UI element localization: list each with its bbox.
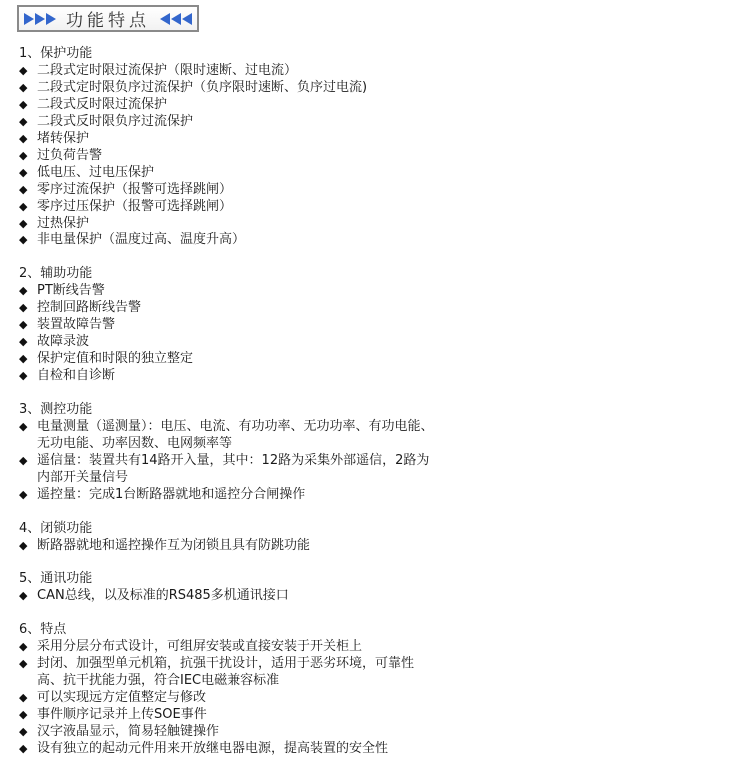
list-item-text: 过负荷告警	[37, 147, 103, 163]
list-item-text: 断路器就地和遥控操作互为闭锁且具有防跳功能	[37, 537, 311, 553]
list-item-text: 控制回路断线告警	[37, 300, 142, 316]
list-item-text: 非电量保护（温度过高、温度升高）	[37, 232, 246, 248]
list-item	[19, 656, 439, 690]
feature-section	[19, 402, 439, 504]
diamond-bullet-icon: ◆	[19, 233, 28, 247]
diamond-bullet-icon: ◆	[19, 487, 28, 501]
list-item	[19, 351, 439, 368]
list-item-text: 零序过压保护（报警可选择跳闸）	[37, 198, 233, 214]
diamond-bullet-icon: ◆	[19, 419, 28, 433]
list-item-text: 电量测量（遥测量）：电压、电流、有功功率、无功功率、有功电能、无功电能、功率因数、电网频率等	[37, 418, 434, 451]
list-item	[19, 131, 439, 148]
diamond-bullet-icon: ◆	[19, 708, 28, 722]
feature-section	[19, 622, 439, 758]
list-item-text: 汉字液晶显示，简易轻触键操作	[37, 724, 220, 740]
diamond-bullet-icon: ◆	[19, 538, 28, 552]
diamond-bullet-icon: ◆	[19, 199, 28, 213]
list-item	[19, 232, 439, 249]
diamond-bullet-icon: ◆	[19, 301, 28, 315]
list-item-text: 遥信量：装置共有14路开入量，其中：12路为采集外部遥信，2路为内部开关量信号	[37, 452, 430, 485]
list-item-text: 保护定值和时限的独立整定	[37, 351, 194, 367]
section-heading: 1、保护功能	[19, 46, 93, 61]
list-item	[19, 317, 439, 334]
list-item-text: 设有独立的起动元件用来开放继电器电源，提高装置的安全性	[37, 741, 389, 756]
list-item-text: PT断线告警	[37, 283, 105, 299]
feature-section	[19, 46, 439, 249]
diamond-bullet-icon: ◆	[19, 63, 28, 77]
list-item-text: CAN总线，以及标准的RS485多机通讯接口	[37, 588, 289, 604]
list-item	[19, 538, 439, 555]
list-item	[19, 114, 439, 131]
feature-section	[19, 266, 439, 385]
list-item-text: 遥控量：完成1台断路器就地和遥控分合闸操作	[37, 486, 306, 502]
list-item-text: 低电压、过电压保护	[37, 164, 155, 180]
diamond-bullet-icon: ◆	[19, 165, 28, 179]
diamond-bullet-icon: ◆	[19, 318, 28, 332]
list-item	[19, 216, 439, 233]
section-heading: 4、闭锁功能	[19, 520, 93, 536]
list-item-text: 二段式定时限负序过流保护（负序限时速断、负序过电流)	[37, 79, 368, 95]
list-item	[19, 283, 439, 300]
list-item	[19, 419, 439, 453]
list-item	[19, 165, 439, 182]
section-heading: 5、通讯功能	[19, 571, 93, 587]
list-item-text: 堵转保护	[37, 130, 90, 146]
list-item-text: 二段式反时限过流保护	[37, 96, 168, 112]
list-item-text: 二段式反时限负序过流保护	[37, 113, 194, 129]
section-title: 功能特点	[66, 11, 150, 31]
feature-section	[19, 521, 439, 555]
diamond-bullet-icon: ◆	[19, 131, 28, 145]
list-item	[19, 334, 439, 351]
list-item	[19, 588, 439, 605]
diamond-bullet-icon: ◆	[19, 148, 28, 162]
list-item-text: 采用分层分布式设计，可组屏安装或直接安装于开关柜上	[37, 639, 363, 655]
diamond-bullet-icon: ◆	[19, 284, 28, 298]
list-item	[19, 199, 439, 216]
diamond-bullet-icon: ◆	[19, 742, 28, 755]
list-item	[19, 80, 439, 97]
diamond-bullet-icon: ◆	[19, 369, 28, 383]
diamond-bullet-icon: ◆	[19, 216, 28, 230]
list-item	[19, 639, 439, 656]
left-arrows-icon	[158, 12, 192, 26]
list-item	[19, 724, 439, 741]
diamond-bullet-icon: ◆	[19, 657, 28, 671]
list-item	[19, 741, 439, 758]
right-arrows-icon	[24, 12, 58, 26]
diamond-bullet-icon: ◆	[19, 352, 28, 366]
diamond-bullet-icon: ◆	[19, 640, 28, 654]
list-item-text: 可以实现远方定值整定与修改	[37, 690, 207, 706]
list-item	[19, 487, 439, 504]
feature-list	[19, 46, 439, 758]
list-item	[19, 707, 439, 724]
list-item-text: 装置故障告警	[37, 317, 116, 333]
list-item-text: 自检和自诊断	[37, 368, 116, 384]
section-title-banner	[17, 5, 199, 32]
feature-section	[19, 571, 439, 605]
diamond-bullet-icon: ◆	[19, 453, 28, 467]
section-heading: 3、测控功能	[19, 401, 93, 417]
diamond-bullet-icon: ◆	[19, 80, 28, 94]
diamond-bullet-icon: ◆	[19, 691, 28, 705]
list-item-text: 事件顺序记录并上传SOE事件	[37, 707, 207, 723]
section-heading: 6、特点	[19, 622, 67, 638]
list-item	[19, 148, 439, 165]
diamond-bullet-icon: ◆	[19, 725, 28, 739]
list-item	[19, 97, 439, 114]
list-item	[19, 690, 439, 707]
list-item	[19, 300, 439, 317]
list-item-text: 过热保护	[37, 215, 90, 231]
diamond-bullet-icon: ◆	[19, 182, 28, 196]
list-item	[19, 453, 439, 487]
section-heading: 2、辅助功能	[19, 266, 93, 282]
list-item	[19, 63, 439, 80]
diamond-bullet-icon: ◆	[19, 335, 28, 349]
diamond-bullet-icon: ◆	[19, 589, 28, 603]
diamond-bullet-icon: ◆	[19, 114, 28, 128]
list-item	[19, 368, 439, 385]
list-item-text: 封闭、加强型单元机箱，抗强干扰设计，适用于恶劣环境，可靠性高、抗干扰能力强，符合IEC电磁兼容标准	[37, 656, 415, 689]
list-item-text: 二段式定时限过流保护（限时速断、过电流）	[37, 62, 298, 78]
diamond-bullet-icon: ◆	[19, 97, 28, 111]
list-item-text: 故障录波	[37, 334, 90, 350]
list-item-text: 零序过流保护（报警可选择跳闸）	[37, 181, 233, 197]
list-item	[19, 182, 439, 199]
